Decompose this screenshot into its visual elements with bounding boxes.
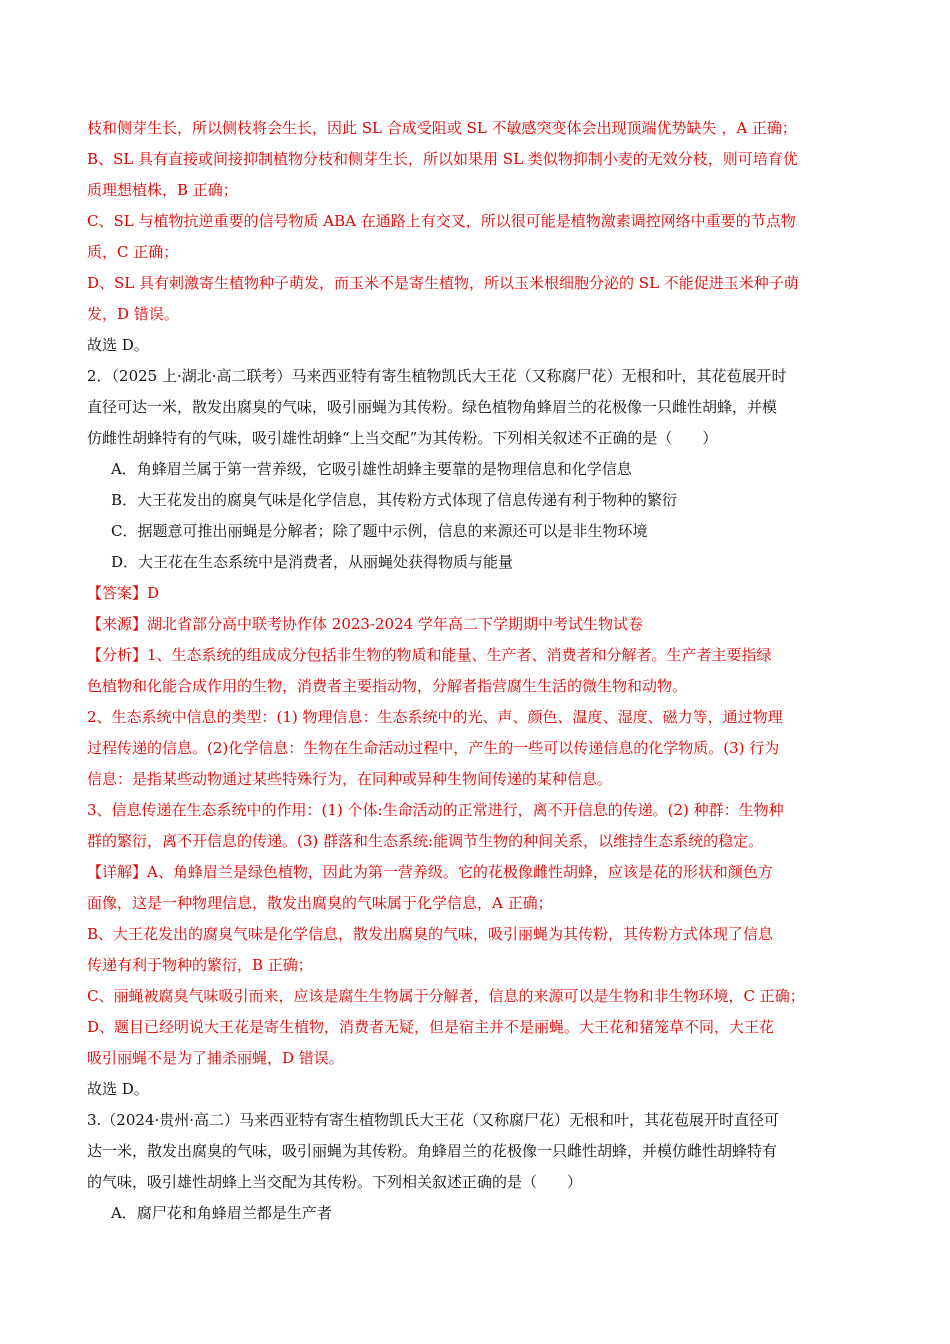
text-line: 过程传递的信息。(2)化学信息：生物在生命活动过程中，产生的一些可以传递信息的化学物质。(3) 行为 [87, 739, 780, 757]
question-stem-line: 3.（2024·贵州·高二）马来西亚特有寄生植物凯氏大王花（又称腐尸花）无根和叶，其花苞展开时直径可 [87, 1111, 780, 1129]
question-3 [87, 1105, 887, 1229]
question-stem-line: 2．（2025 上·湖北·高二联考）马来西亚特有寄生植物凯氏大王花（又称腐尸花）无根和叶，其花苞展开时 [87, 367, 787, 385]
option-b: B．大王花发出的腐臭气味是化学信息，其传粉方式体现了信息传递有利于物种的繁衍 [111, 491, 678, 509]
question-2 [87, 361, 887, 1105]
text-line: 2、生态系统中信息的类型：(1) 物理信息：生态系统中的光、声、颜色、温度、湿度、磁力等，通过物理 [87, 708, 783, 726]
option-d: D．大王花在生态系统中是消费者，从丽蝇处获得物质与能量 [111, 553, 514, 571]
prev-conclusion: 故选 D。 [87, 336, 149, 354]
text-line: B、SL 具有直接或间接抑制植物分枝和侧芽生长，所以如果用 SL 类似物抑制小麦的无效分枝，则可培育优 [87, 150, 798, 168]
text-line: B、大王花发出的腐臭气味是化学信息，散发出腐臭的气味，吸引丽蝇为其传粉，其传粉方式体现了信息 [87, 925, 774, 943]
text-line: 色植物和化能合成作用的生物，消费者主要指动物，分解者指营腐生生活的微生物和动物。 [87, 677, 688, 695]
question-stem-line: 仿雌性胡蜂特有的气味，吸引雄性胡蜂“上当交配”为其传粉。下列相关叙述不正确的是（ ） [87, 429, 718, 447]
details-block [87, 857, 887, 1074]
text-line: 质理想植株，B 正确； [87, 181, 238, 199]
question-stem-line: 直径可达一米，散发出腐臭的气味，吸引丽蝇为其传粉。绿色植物角蜂眉兰的花极像一只雌性胡蜂，并模 [87, 398, 778, 416]
text-line: C、丽蝇被腐臭气味吸引而来，应该是腐生生物属于分解者，信息的来源可以是生物和非生物环境，C 正确； [87, 987, 805, 1005]
question-stem-line: 达一米，散发出腐臭的气味，吸引丽蝇为其传粉。角蜂眉兰的花极像一只雌性胡蜂，并模仿雌性胡蜂特有 [87, 1142, 778, 1160]
document-page [87, 113, 887, 1229]
option-a: A．腐尸花和角蜂眉兰都是生产者 [111, 1204, 332, 1222]
option-c: C．据题意可推出丽蝇是分解者；除了题中示例，信息的来源还可以是非生物环境 [111, 522, 648, 540]
text-line: 传递有利于物种的繁衍，B 正确； [87, 956, 313, 974]
question-stem-line: 的气味，吸引雄性胡蜂上当交配为其传粉。下列相关叙述正确的是（ ） [87, 1173, 583, 1191]
text-line: 【详解】A、角蜂眉兰是绿色植物，因此为第一营养级。它的花极像雌性胡蜂，应该是花的形状和颜色方 [87, 863, 773, 881]
analysis-block [87, 640, 887, 857]
text-line: D、题目已经明说大王花是寄生植物，消费者无疑，但是宿主并不是丽蝇。大王花和猪笼草不同，大王花 [87, 1018, 775, 1036]
text-line: 信息：是指某些动物通过某些特殊行为，在同种或异种生物间传递的某种信息。 [87, 770, 613, 788]
text-line: 3、信息传递在生态系统中的作用：(1) 个体:生命活动的正常进行，离不开信息的传递。(2) 种群：生物种 [87, 801, 784, 819]
text-line: C、SL 与植物抗逆重要的信号物质 ABA 在通路上有交叉，所以很可能是植物激素调控网络中重要的节点物 [87, 212, 796, 230]
text-line: 质，C 正确； [87, 243, 179, 261]
text-line: 【分析】1、生态系统的组成成分包括非生物的物质和能量、生产者、消费者和分解者。生产者主要指绿 [87, 646, 772, 664]
prev-analysis-tail [87, 113, 887, 330]
text-line: 群的繁衍，离不开信息的传递。(3) 群落和生态系统:能调节生物的种间关系，以维持生态系统的稳定。 [87, 832, 764, 850]
text-line: 吸引丽蝇不是为了捕杀丽蝇，D 错误。 [87, 1049, 344, 1067]
text-line: D、SL 具有刺激寄生植物种子萌发，而玉米不是寄生植物，所以玉米根细胞分泌的 SL 不能促进玉米种子萌 [87, 274, 799, 292]
conclusion-line: 故选 D。 [87, 1080, 149, 1098]
source-line: 【来源】湖北省部分高中联考协作体 2023-2024 学年高二下学期期中考试生物试卷 [87, 615, 643, 633]
option-a: A．角蜂眉兰属于第一营养级，它吸引雄性胡蜂主要靠的是物理信息和化学信息 [111, 460, 632, 478]
text-line: 发，D 错误。 [87, 305, 179, 323]
answer-line: 【答案】D [87, 584, 160, 602]
text-line: 枝和侧芽生长，所以侧枝将会生长，因此 SL 合成受阻或 SL 不敏感突变体会出现顶端优势缺失 ，A 正确； [87, 119, 797, 137]
text-line: 面像，这是一种物理信息，散发出腐臭的气味属于化学信息，A 正确； [87, 894, 553, 912]
